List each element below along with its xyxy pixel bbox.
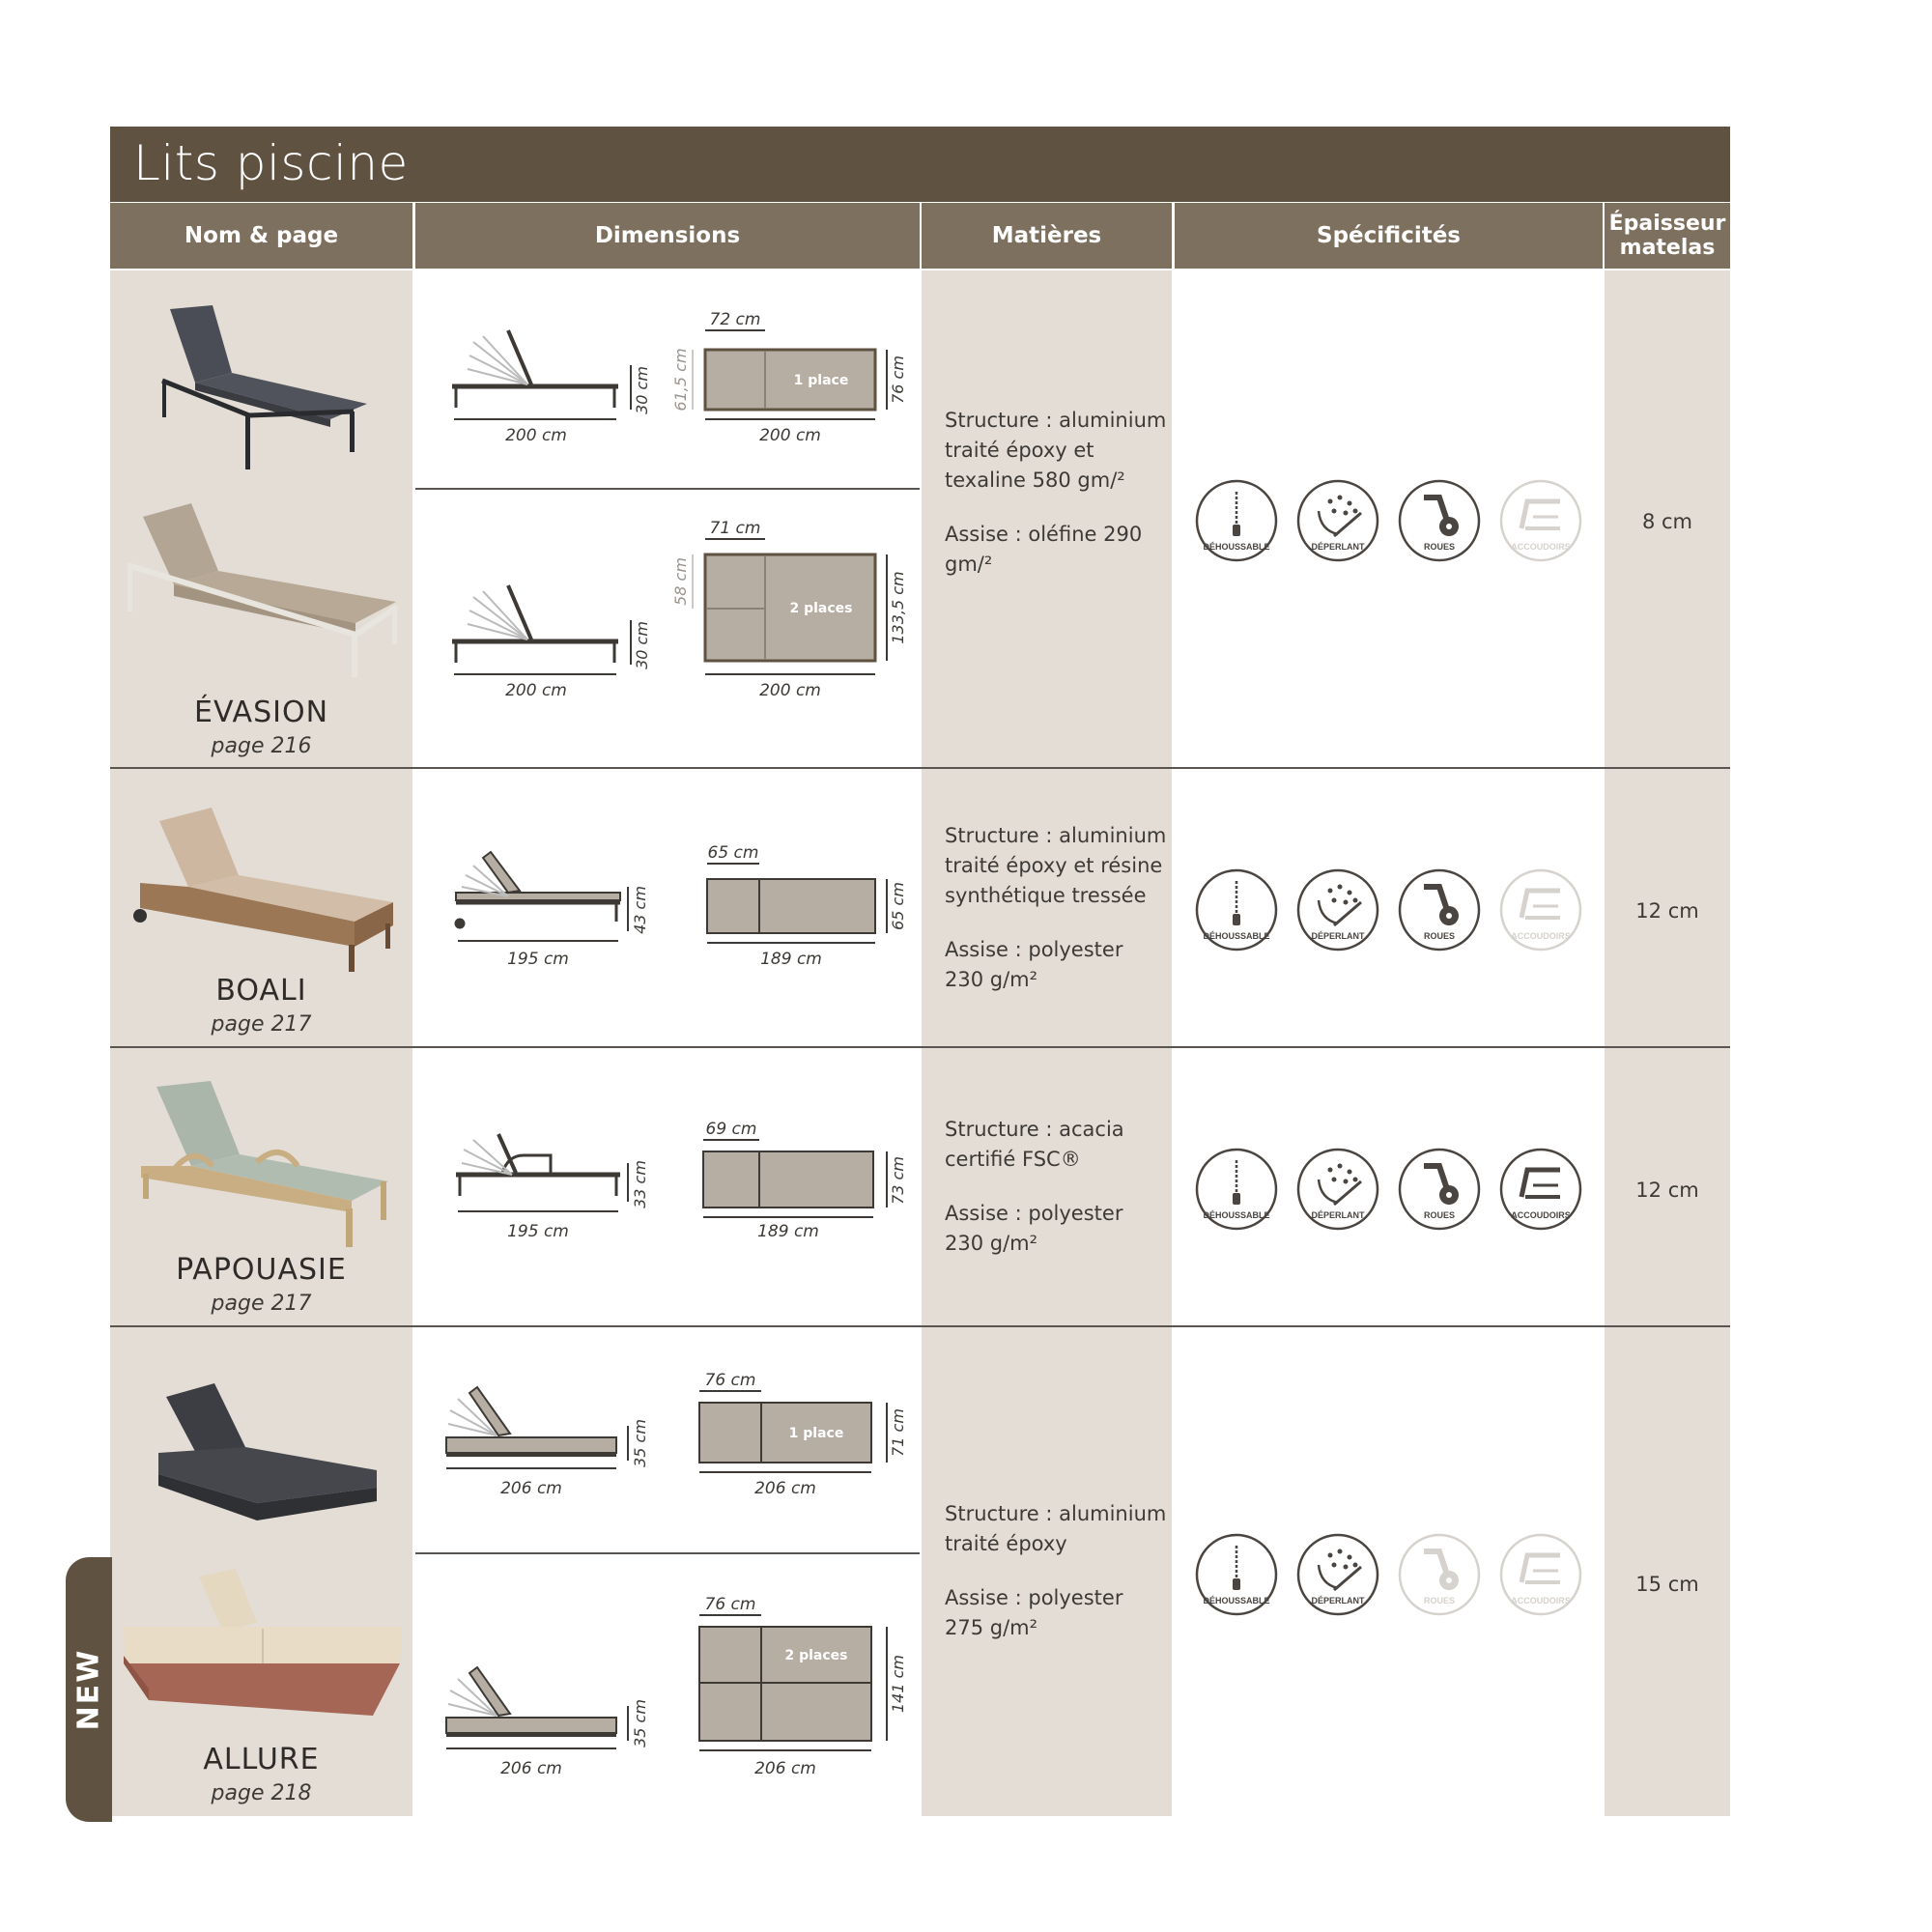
- plan-length-label: 189 cm: [760, 950, 822, 969]
- accoudoirs-label: ACCOUDOIRS: [1511, 1596, 1571, 1605]
- materials-seat: Assise : oléfine 290 gm/²: [945, 523, 1143, 576]
- row-divider: [110, 767, 1730, 769]
- product-name-papouasie: PAPOUASIE: [176, 1253, 347, 1287]
- accoudoirs-label: ACCOUDOIRS: [1511, 1210, 1571, 1220]
- deperlant-icon: [1295, 1532, 1380, 1617]
- roues-icon: [1397, 867, 1482, 952]
- plan-width-label: 141 cm: [889, 1654, 907, 1714]
- seat-depth-label: 58 cm: [671, 557, 690, 606]
- materials-seat: Assise : polyester 230 g/m²: [945, 1202, 1123, 1255]
- materials-boali: [945, 821, 1167, 995]
- places-label: 2 places: [789, 601, 853, 616]
- plan-length-label: 200 cm: [759, 681, 821, 700]
- seat-depth-label: 61,5 cm: [671, 348, 690, 412]
- top-width-label: 72 cm: [709, 310, 761, 329]
- top-width-label: 65 cm: [707, 843, 759, 863]
- materials-seat: Assise : polyester 230 g/m²: [945, 938, 1123, 991]
- product-page-allure: page 218: [211, 1781, 312, 1805]
- materials-structure: Structure : acacia certifié FSC®: [945, 1118, 1124, 1171]
- product-name-boali: BOALI: [215, 974, 307, 1008]
- dehoussable-icon: [1194, 1532, 1279, 1617]
- height-label: 30 cm: [633, 621, 651, 669]
- thickness-papouasie: 12 cm: [1635, 1179, 1699, 1202]
- product-photo-boali: [130, 802, 401, 976]
- roues-icon: [1397, 1532, 1482, 1617]
- plan-length-label: 206 cm: [754, 1759, 816, 1778]
- materials-structure: Structure : aluminium traité époxy et texaline 580 gm/²: [945, 409, 1167, 492]
- row-divider: [110, 1046, 1730, 1048]
- top-width-label: 76 cm: [704, 1595, 756, 1614]
- height-label: 33 cm: [631, 1160, 649, 1208]
- product-page-papouasie: page 217: [211, 1292, 312, 1316]
- dehoussable-icon: [1194, 867, 1279, 952]
- deperlant-icon: [1295, 1147, 1380, 1232]
- materials-allure: [945, 1499, 1167, 1643]
- header-name: Nom & page: [110, 203, 412, 269]
- deperlant-label: DÉPERLANT: [1311, 1210, 1365, 1220]
- roues-icon: [1397, 1147, 1482, 1232]
- product-photo-allure-dark: [153, 1379, 384, 1524]
- length-label: 200 cm: [505, 681, 567, 700]
- length-label: 200 cm: [505, 426, 567, 445]
- dehoussable-icon: [1194, 478, 1279, 563]
- row-divider: [110, 1325, 1730, 1327]
- length-label: 206 cm: [500, 1759, 562, 1778]
- materials-evasion: [945, 406, 1167, 580]
- dehoussable-label: DÉHOUSSABLE: [1203, 931, 1270, 941]
- new-badge-label: NEW: [71, 1648, 106, 1731]
- height-label: 35 cm: [631, 1419, 649, 1467]
- top-width-label: 69 cm: [705, 1121, 757, 1139]
- plan-width-label: 65 cm: [889, 882, 907, 930]
- product-name-allure: ALLURE: [203, 1743, 320, 1776]
- accoudoirs-icon: [1498, 1147, 1583, 1232]
- plan-width-label: 73 cm: [889, 1156, 907, 1205]
- plan-length-label: 189 cm: [757, 1222, 819, 1241]
- deperlant-label: DÉPERLANT: [1311, 931, 1365, 941]
- length-label: 195 cm: [507, 1222, 569, 1241]
- height-label: 43 cm: [631, 886, 649, 934]
- accoudoirs-icon: [1498, 1532, 1583, 1617]
- top-width-label: 71 cm: [709, 519, 761, 538]
- dimension-drawing-evasion-1: [415, 290, 920, 483]
- dimension-drawing-allure-1: [415, 1372, 920, 1517]
- roues-label: ROUES: [1423, 542, 1456, 552]
- product-page-evasion: page 216: [211, 734, 312, 758]
- dehoussable-icon: [1194, 1147, 1279, 1232]
- product-photo-allure-light: [120, 1567, 410, 1731]
- thickness-evasion: 8 cm: [1641, 510, 1693, 533]
- header-dimensions: Dimensions: [415, 203, 920, 269]
- materials-seat: Assise : polyester 275 g/m²: [945, 1586, 1123, 1639]
- dehoussable-label: DÉHOUSSABLE: [1203, 1210, 1270, 1220]
- product-name-evasion: ÉVASION: [193, 696, 329, 729]
- new-badge: [66, 1557, 112, 1822]
- plan-length-label: 200 cm: [759, 426, 821, 445]
- header-thickness: [1605, 203, 1730, 269]
- accoudoirs-icon: [1498, 478, 1583, 563]
- materials-structure: Structure : aluminium traité époxy et résine synthétique tressée: [945, 824, 1167, 907]
- variant-divider: [415, 1552, 920, 1554]
- header-materials: Matières: [922, 203, 1172, 269]
- accoudoirs-label: ACCOUDOIRS: [1511, 542, 1571, 552]
- dehoussable-label: DÉHOUSSABLE: [1203, 1596, 1270, 1605]
- deperlant-label: DÉPERLANT: [1311, 1596, 1365, 1605]
- header-thickness-line1: Épaisseur: [1608, 212, 1726, 236]
- header-thickness-line2: matelas: [1619, 236, 1716, 260]
- variant-divider: [415, 488, 920, 490]
- product-page-boali: page 217: [211, 1012, 312, 1037]
- deperlant-label: DÉPERLANT: [1311, 542, 1365, 552]
- length-label: 206 cm: [500, 1479, 562, 1498]
- thickness-boali: 12 cm: [1635, 899, 1699, 923]
- places-label: 1 place: [793, 373, 849, 388]
- dimension-drawing-evasion-2: [415, 512, 920, 705]
- plan-width-label: 71 cm: [889, 1408, 907, 1457]
- plan-length-label: 206 cm: [754, 1479, 816, 1498]
- product-photo-evasion-beige: [124, 497, 404, 681]
- accoudoirs-label: ACCOUDOIRS: [1511, 931, 1571, 941]
- roues-label: ROUES: [1423, 1210, 1456, 1220]
- plan-width-label: 133,5 cm: [889, 571, 907, 644]
- dimensions-column: [415, 270, 920, 1816]
- product-photo-evasion-dark: [153, 299, 375, 478]
- plan-width-label: 76 cm: [889, 355, 907, 404]
- length-label: 195 cm: [507, 950, 569, 969]
- dimension-drawing-papouasie: [415, 1121, 920, 1256]
- places-label: 1 place: [788, 1426, 844, 1441]
- page-title: Lits piscine: [110, 127, 1730, 202]
- dimension-drawing-boali: [415, 840, 920, 976]
- height-label: 35 cm: [631, 1699, 649, 1747]
- materials-structure: Structure : aluminium traité époxy: [945, 1502, 1167, 1555]
- roues-label: ROUES: [1423, 931, 1456, 941]
- roues-label: ROUES: [1423, 1596, 1456, 1605]
- thickness-allure: 15 cm: [1635, 1573, 1699, 1596]
- top-width-label: 76 cm: [704, 1372, 756, 1390]
- header-specs: Spécificités: [1175, 203, 1603, 269]
- product-photo-papouasie: [135, 1077, 396, 1251]
- roues-icon: [1397, 478, 1482, 563]
- dehoussable-label: DÉHOUSSABLE: [1203, 542, 1270, 552]
- places-label: 2 places: [784, 1648, 848, 1663]
- materials-papouasie: [945, 1115, 1167, 1259]
- accoudoirs-icon: [1498, 867, 1583, 952]
- height-label: 30 cm: [633, 366, 651, 414]
- deperlant-icon: [1295, 867, 1380, 952]
- dimension-drawing-allure-2: [415, 1592, 920, 1785]
- deperlant-icon: [1295, 478, 1380, 563]
